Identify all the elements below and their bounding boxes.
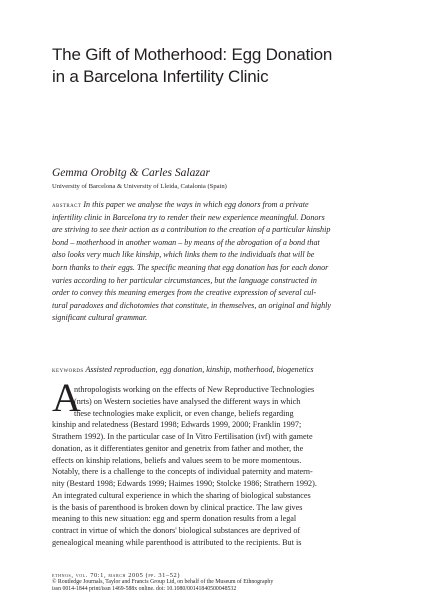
article-title [52,44,392,88]
abstract-line: order to convey this meaning emerges from the creative expression of several cul- [52,288,317,298]
body-line: kinship and relatedness (Bestard 1998; Edwards 1999, 2000; Franklin 1997; [52,420,302,430]
body-line: donation, as it differentiates genitor and genetrix from father and mother, the [52,443,304,453]
body-line: meaning to this new situation: egg and sperm donation results from a legal [52,514,297,524]
abstract-line: abstract In this paper we analyse the ways in which egg donors from a private [52,200,309,209]
abstract-line: tural paradoxes and dichotomies that constitute, in themselves, an original and highly [52,300,331,310]
body-line: nthropologists working on the effects of New Reproductive Technologies [74,385,315,394]
abstract-line: also looks very much like kinship, which links them to the individuals that will be [52,250,315,260]
keywords [52,364,376,376]
abstract-line: born thanks to their eggs. The specific meaning that egg donation has for each donor [52,262,329,272]
body-line: is the basis of parenthood is broken down by clinical practice. The law gives [52,502,303,512]
abstract-line: significant cultural grammar. [52,313,148,323]
body-line: genealogical meaning while parenthood is attributed to the recipients. But is [52,537,302,547]
body-line: Strathern 1992). In the particular case of In Vitro Fertilisation (ivf) with gamete [52,432,313,441]
abstract-line: infertility clinic in Barcelona try to render their new experience meaningful. Donors [52,212,325,222]
body-line: (nrts) on Western societies have analysed the different ways in which [74,396,301,406]
body-line: Notably, there is a challenge to the concepts of individual paternity and matern- [52,467,313,477]
body-line: contract in virtue of which the donors' biological substances are deprived of [52,526,301,535]
abstract [52,199,376,325]
journal-citation: ethnos, vol. 70:1, march 2005 (pp. 31–52) [52,572,181,579]
abstract-line: varies according to her particular circumstances, but the language constructed in [52,275,317,285]
abstract-line: bond – motherhood in another woman – by means of the abrogation of a bond that [52,237,320,247]
page-footer [52,572,382,593]
authors: Gemma Orobitg & Carles Salazar [52,167,211,179]
body-line: these technologies make explicit, or even change, beliefs regarding [74,408,294,418]
abstract-line: are striving to see their action as a contribution to the creation of a particular kinship [52,225,331,235]
drop-cap: A [52,375,81,420]
keywords-text: Assisted reproduction, egg donation, kinship, motherhood, biogenetics [85,365,314,374]
body-line: nity (Bestard 1998; Edwards 1999; Haimes 1990; Stolcke 1986; Strathern 1992). [52,479,317,488]
abstract-label: abstract [52,200,82,209]
body-text [52,384,376,549]
body-line: effects on kinship relations, beliefs and values seem to be more momentous. [52,455,302,465]
copyright-notice: © Routledge Journals, Taylor and Francis Group Ltd, on behalf of the Museum of Ethnography [52,579,274,585]
body-line: An integrated cultural experience in which the sharing of biological substances [52,490,311,500]
affiliation: University of Barcelona & University of Lleida, Catalonia (Spain) [52,183,227,190]
keywords-label: keywords [52,365,84,374]
title-line-1: The Gift of Motherhood: Egg Donation [52,45,333,64]
title-line-2: in a Barcelona Infertility Clinic [52,67,269,86]
issn-doi: issn 0014-1844 print/issn 1469-588x online. doi: 10.1080/00141840500048532 [52,586,237,592]
